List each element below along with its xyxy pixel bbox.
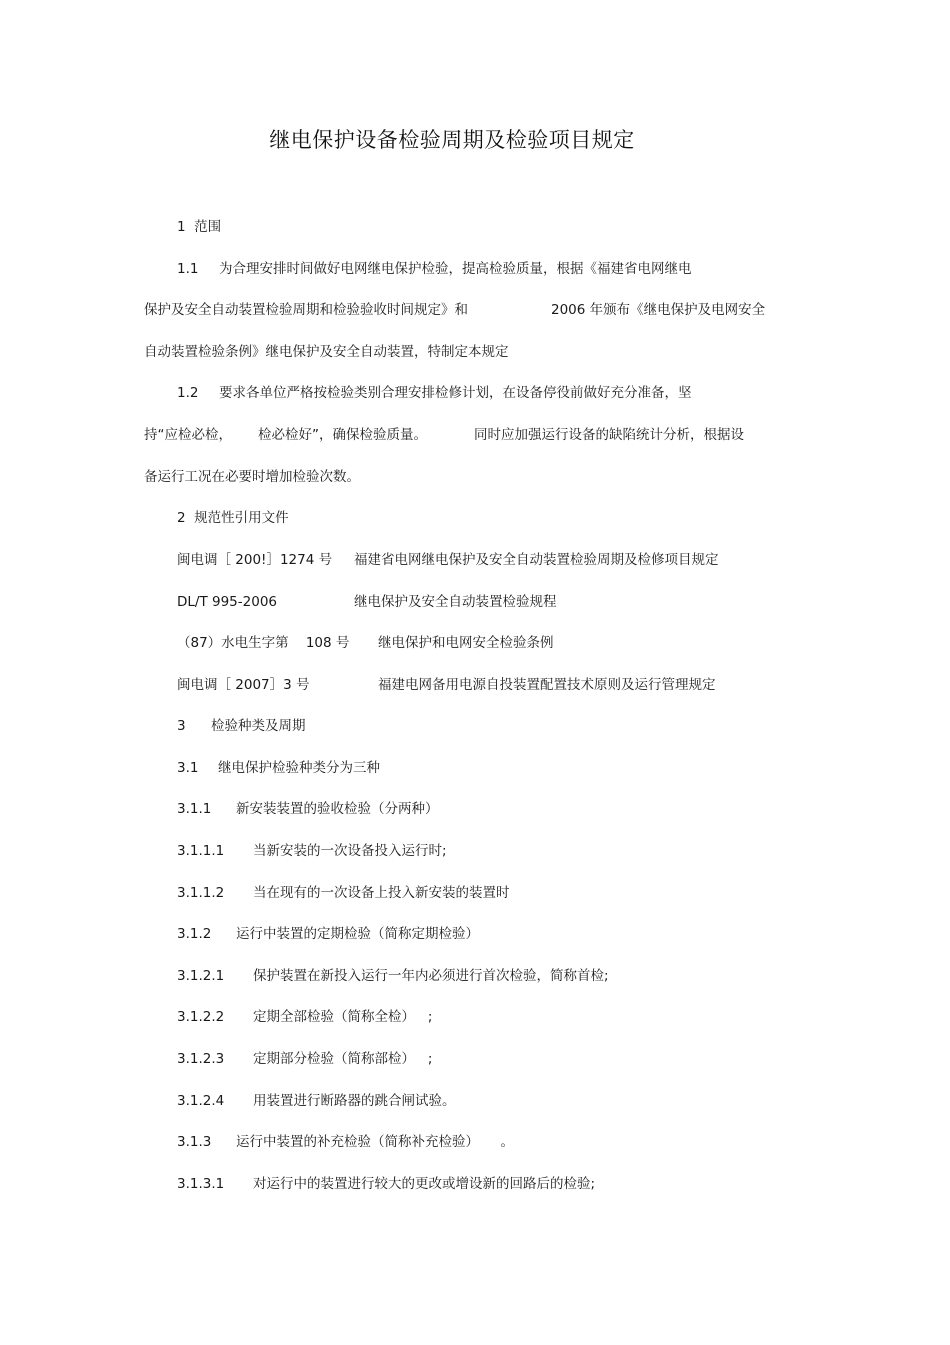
reference-3-title: 继电保护和电网安全检验条例 xyxy=(378,635,554,651)
paragraph-1-2-line-2a: 持“应检必检， xyxy=(144,427,232,443)
paragraph-1-1-line-1: 为合理安排时间做好电网继电保护检验，提高检验质量，根据《福建省电网继电 xyxy=(219,261,692,277)
paragraph-1-2-line-2c: 同时应加强运行设备的缺陷统计分析，根据设 xyxy=(474,427,744,443)
clause-text: 运行中装置的定期检验（简称定期检验） xyxy=(236,926,479,942)
section-1-heading: 1 范围 xyxy=(177,219,222,235)
clause-number: 3.1.2.4 xyxy=(177,1093,225,1109)
clause-number: 3.1.2.3 xyxy=(177,1051,225,1067)
clause-number: 3.1.1.2 xyxy=(177,885,225,901)
clause-text: 对运行中的装置进行较大的更改或增设新的回路后的检验; xyxy=(253,1176,596,1192)
reference-1-code: 闽电调［ 200!］1274 号 xyxy=(177,552,333,568)
clause-number: 3.1.2.2 xyxy=(177,1009,225,1025)
clause-number: 3.1.1.1 xyxy=(177,843,225,859)
reference-2-code: DL/T 995-2006 xyxy=(177,594,277,610)
clause-number: 3.1.3.1 xyxy=(177,1176,225,1192)
document-title: 继电保护设备检验周期及检验项目规定 xyxy=(269,128,635,152)
reference-4-code: 闽电调［ 2007］3 号 xyxy=(177,677,310,693)
paragraph-1-1-line-3: 自动装置检验条例》继电保护及安全自动装置，特制定本规定 xyxy=(144,344,509,360)
reference-1-title: 福建省电网继电保护及安全自动装置检验周期及检修项目规定 xyxy=(354,552,719,568)
clause-text: 定期全部检验（简称全检） ; xyxy=(253,1009,433,1025)
section-3-heading-number: 3 xyxy=(177,718,186,734)
paragraph-1-2-line-1: 要求各单位严格按检验类别合理安排检修计划，在设备停役前做好充分准备，坚 xyxy=(219,385,692,401)
clause-text: 当新安装的一次设备投入运行时; xyxy=(253,843,447,859)
paragraph-1-1-line-2b: 2006 年颁布《继电保护及电网安全 xyxy=(551,302,766,318)
clause-text: 用装置进行断路器的跳合闸试验。 xyxy=(253,1093,456,1109)
reference-2-title: 继电保护及安全自动装置检验规程 xyxy=(354,594,557,610)
paragraph-1-1-line-2a: 保护及安全自动装置检验周期和检验验收时间规定》和 xyxy=(144,302,468,318)
clause-number: 3.1.2 xyxy=(177,926,212,942)
clause-text: 定期部分检验（简称部检） ; xyxy=(253,1051,433,1067)
paragraph-1-2-line-2b: 检必检好”，确保检验质量。 xyxy=(258,427,427,443)
clause-number: 3.1.1 xyxy=(177,801,212,817)
paragraph-1-2-line-3: 备运行工况在必要时增加检验次数。 xyxy=(144,469,360,485)
clause-text: 保护装置在新投入运行一年内必须进行首次检验，简称首检; xyxy=(253,968,609,984)
clause-number: 3.1 xyxy=(177,760,199,776)
section-3-heading-text: 检验种类及周期 xyxy=(211,718,306,734)
clause-text: 运行中装置的补充检验（简称补充检验） 。 xyxy=(236,1134,514,1150)
clause-number: 3.1.3 xyxy=(177,1134,212,1150)
clause-text: 新安装装置的验收检验（分两种） xyxy=(236,801,439,817)
reference-4-title: 福建电网备用电源自投装置配置技术原则及运行管理规定 xyxy=(378,677,716,693)
section-2-heading: 2 规范性引用文件 xyxy=(177,510,289,526)
clause-number: 3.1.2.1 xyxy=(177,968,225,984)
paragraph-1-2-number: 1.2 xyxy=(177,385,199,401)
reference-3-code: （87）水电生字第 108 号 xyxy=(177,635,350,651)
clause-text: 当在现有的一次设备上投入新安装的装置时 xyxy=(253,885,510,901)
clause-text: 继电保护检验种类分为三种 xyxy=(218,760,380,776)
paragraph-1-1-number: 1.1 xyxy=(177,261,199,277)
